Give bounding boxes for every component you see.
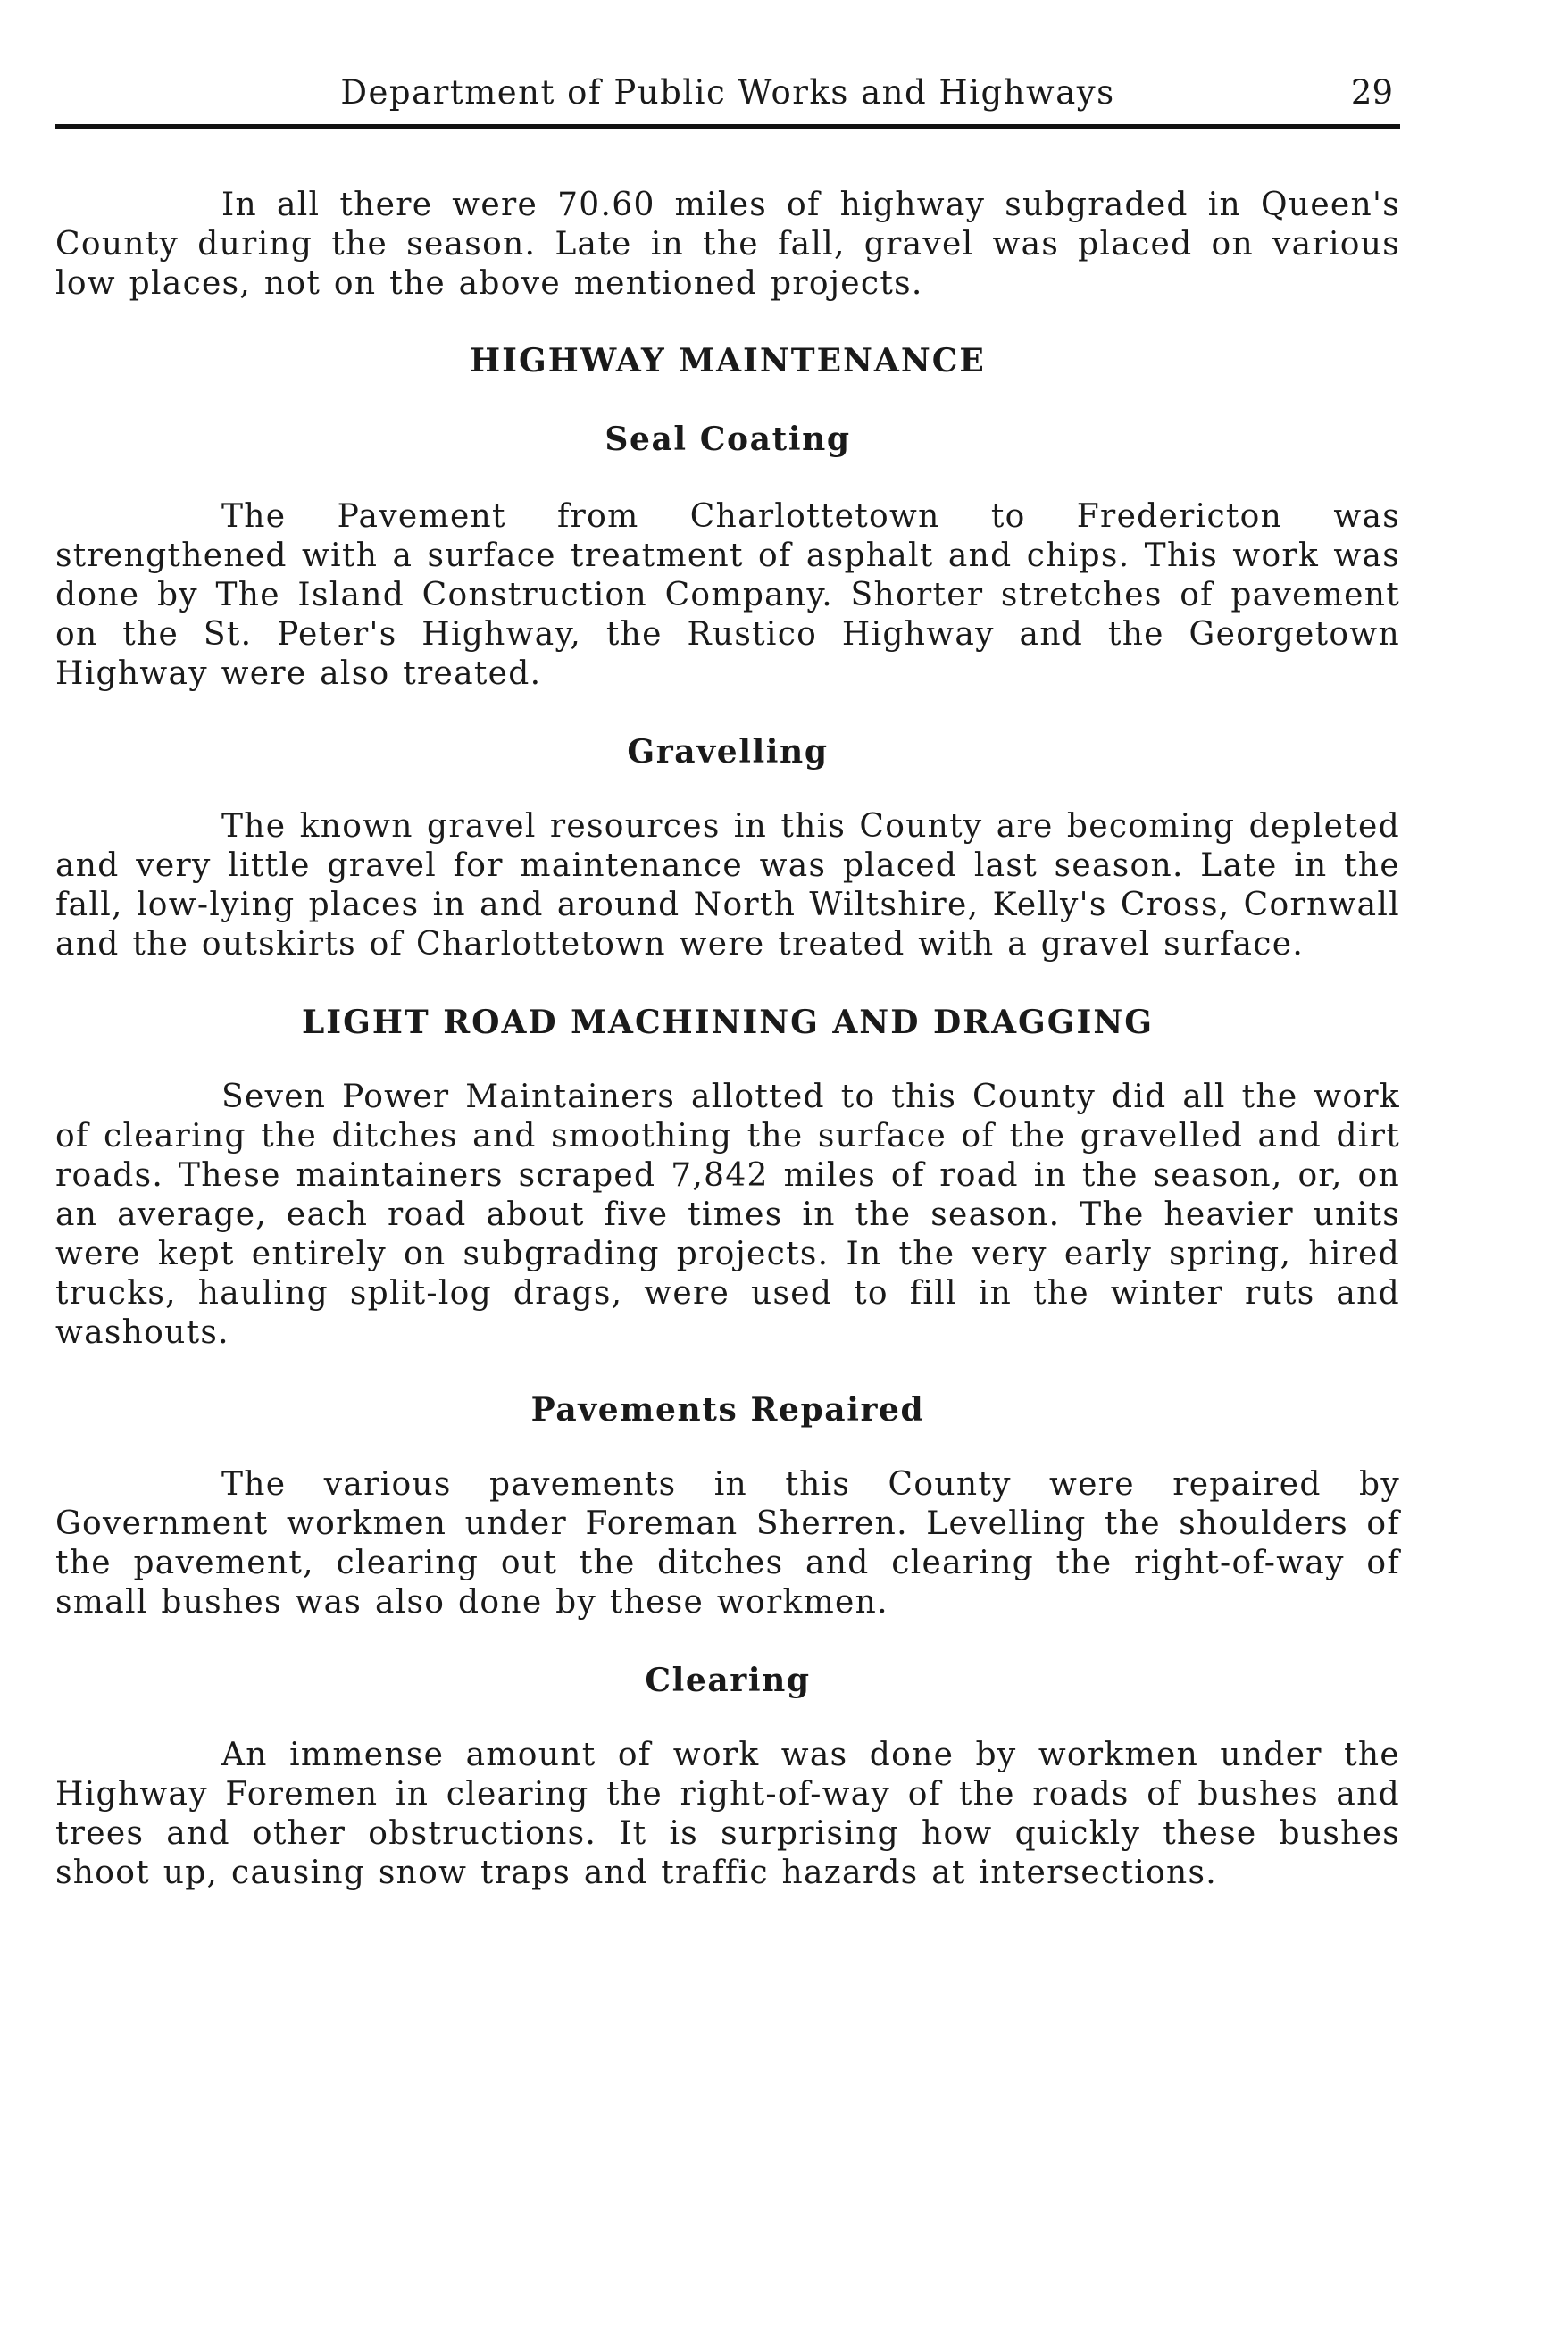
gravelling-heading: Gravelling — [627, 733, 829, 771]
gravelling-paragraph: The known gravel resources in this County are becoming depleted and very little gravel for maintenance was placed last season. Late in the fall, low-lying places in and around North Wiltshire, Kelly's Cross, Cornwall and the outskirts of Charlottetown were treated with a gravel surface. — [55, 808, 1400, 963]
light-road-machining-paragraph: Seven Power Maintainers allotted to this County did all the work of clearing the ditches and smoothing the surface of the gravelled and dirt roads. These maintainers scraped 7,842 miles of road in the season, or, on an average, each road about five times in the season. The heavier units were kept entirely on subgrading projects. In the very early spring, hired trucks, hauling split-log drags, were used to fill in the winter ruts and washouts. — [55, 1079, 1400, 1351]
light-road-machining-heading: LIGHT ROAD MACHINING AND DRAGGING — [301, 1004, 1155, 1041]
seal-coating-paragraph: The Pavement from Charlottetown to Fredericton was strengthened with a surface treatment of asphalt and chips. This work was done by The Island Construction Company. Shorter stretches of pavement on the St. Peter's Highway, the Rustico Highway and the Georgetown Highway were also treated. — [55, 498, 1400, 692]
page-body — [55, 186, 1400, 1893]
clearing-heading: Clearing — [645, 1662, 811, 1699]
header-rule — [55, 124, 1400, 129]
running-title: Department of Public Works and Highways — [340, 73, 1115, 112]
running-header — [55, 70, 1400, 116]
pavements-repaired-paragraph: The various pavements in this County were repaired by Government workmen under Foreman Sherren. Levelling the shoulders of the pavement, clearing out the ditches and clearing the right-of-way of small bushes was also done by these workmen. — [55, 1466, 1400, 1621]
seal-coating-heading: Seal Coating — [605, 421, 851, 458]
pavements-repaired-heading: Pavements Repaired — [530, 1391, 925, 1429]
intro-paragraph: In all there were 70.60 miles of highway subgraded in Queen's County during the season. Late in the fall, gravel was placed on various low places, not on the above mentioned projects. — [55, 187, 1400, 302]
highway-maintenance-heading: HIGHWAY MAINTENANCE — [470, 342, 986, 379]
clearing-paragraph: An immense amount of work was done by workmen under the Highway Foremen in clearing the right-of-way of the roads of bushes and trees and other obstructions. It is surprising how quickly these bushes shoot up, causing snow traps and traffic hazards at intersections. — [55, 1737, 1400, 1891]
page-number: 29 — [1350, 73, 1393, 112]
